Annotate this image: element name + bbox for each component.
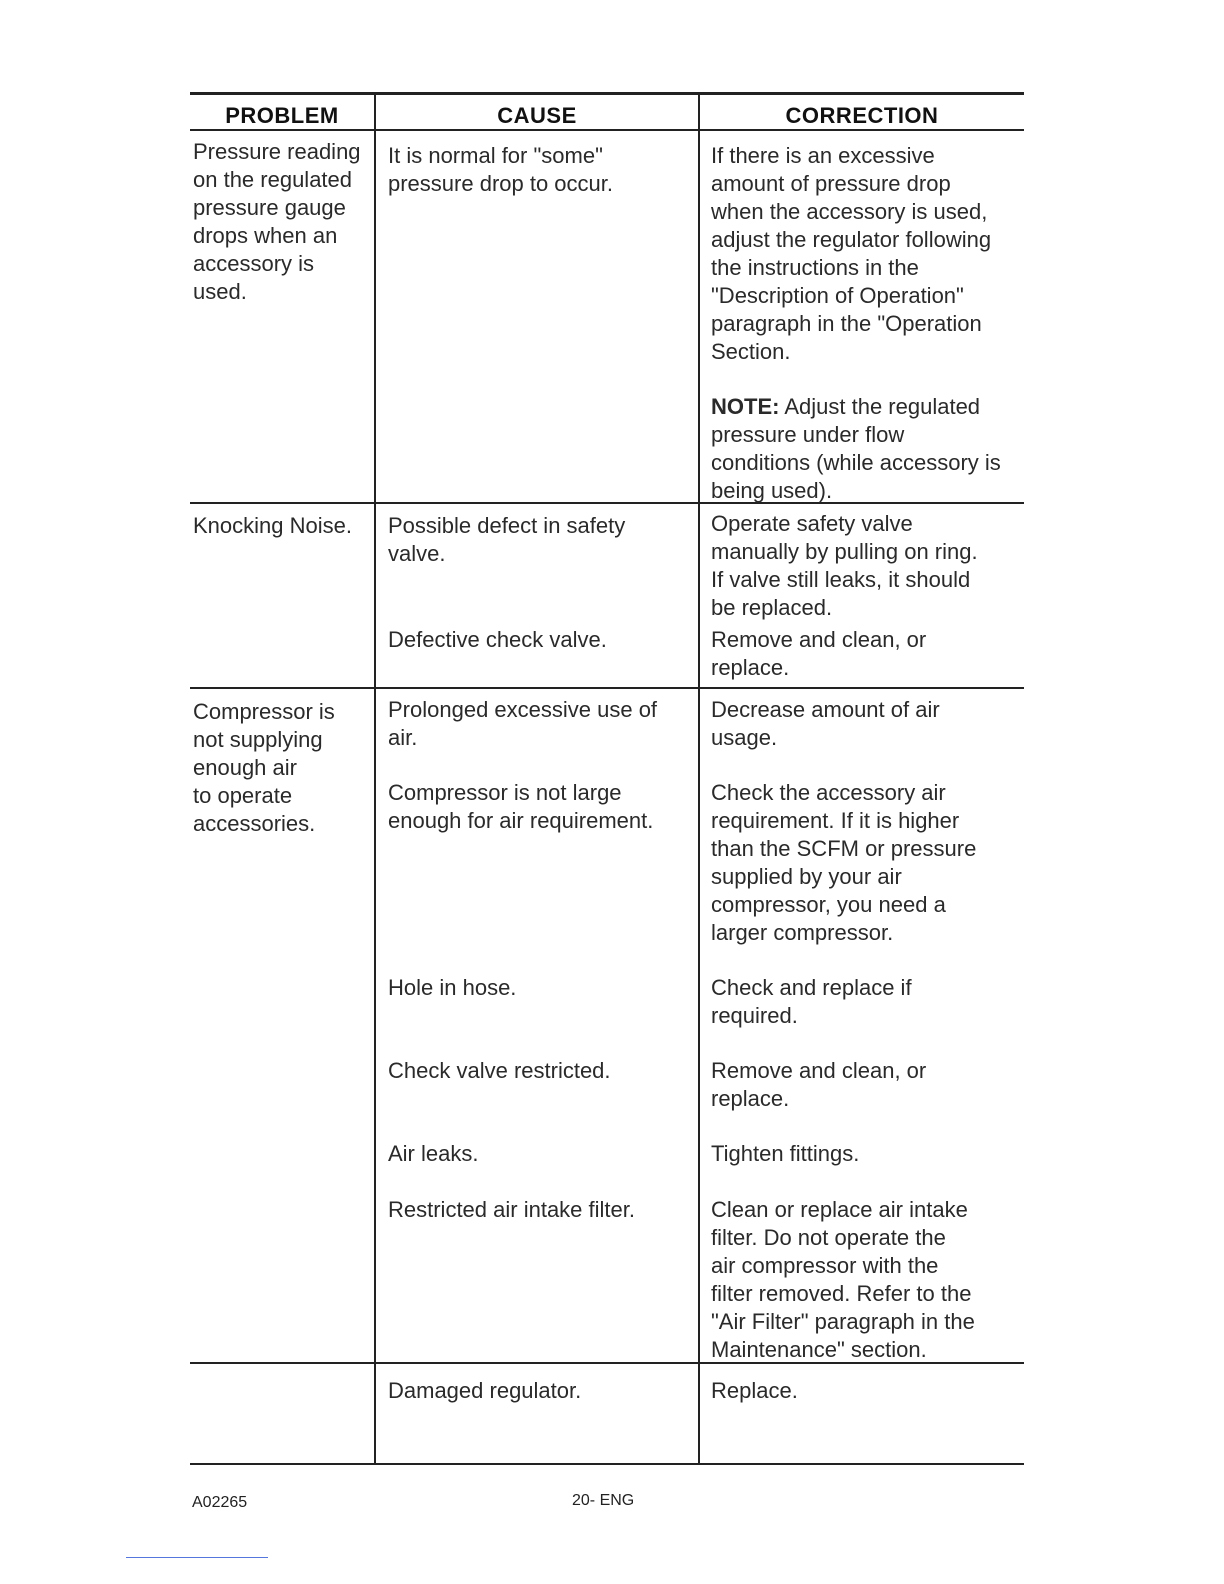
- row3-problem: Compressor is not supplying enough air to operate accessories.: [193, 699, 335, 836]
- row3-cause-1: Prolonged excessive use of air.: [388, 697, 658, 750]
- row3-correction-6: Clean or replace air intake filter. Do not operate the air compressor with the filter removed. Refer to the "Air Filter" paragraph in the Maintenance" section.: [711, 1197, 975, 1362]
- note-label: NOTE:: [711, 394, 780, 419]
- footer-page-number: 20- ENG: [572, 1492, 635, 1509]
- row2-cause-1: Possible defect in safety valve.: [388, 513, 626, 566]
- row3-cause-3: Hole in hose.: [388, 975, 517, 1000]
- header-bottom-rule: [190, 129, 1024, 131]
- row3-correction-5: Tighten fittings.: [711, 1141, 860, 1166]
- row1-note: [711, 393, 1023, 505]
- row2-bottom-rule: [190, 687, 1024, 689]
- column-divider-2: [698, 92, 700, 1465]
- row4-cause-1: Damaged regulator.: [388, 1378, 582, 1403]
- row3-correction-2: Check the accessory air requirement. If it is higher than the SCFM or pressure supplied by your air compressor, you need a larger compressor.: [711, 780, 977, 945]
- row2-cause-2: Defective check valve.: [388, 627, 607, 652]
- row2-problem: Knocking Noise.: [193, 513, 352, 538]
- row3-cause-2: Compressor is not large enough for air requirement.: [388, 780, 654, 833]
- row3-correction-3: Check and replace if required.: [711, 975, 912, 1028]
- row2-correction-1: Operate safety valve manually by pulling on ring. If valve still leaks, it should be replaced.: [711, 511, 978, 620]
- note-text: Adjust the regulated pressure under flow conditions (while accessory is being used).: [711, 394, 1001, 503]
- row1-problem: Pressure reading on the regulated pressure gauge drops when an accessory is used.: [193, 139, 361, 304]
- column-divider-1: [374, 92, 376, 1465]
- row2-correction-2: Remove and clean, or replace.: [711, 627, 927, 680]
- header-cause: CAUSE: [497, 103, 577, 128]
- row4-correction-1: Replace.: [711, 1378, 798, 1403]
- row1-correction-1: If there is an excessive amount of pressure drop when the accessory is used, adjust the regulator following the instructions in the "Description of Operation" paragraph in the "Operation Section.: [711, 143, 992, 364]
- footer-document-code: A02265: [192, 1494, 248, 1511]
- row1-cause-1: It is normal for "some" pressure drop to occur.: [388, 143, 614, 196]
- row3-cause-5: Air leaks.: [388, 1141, 479, 1166]
- header-correction: CORRECTION: [785, 103, 939, 128]
- table-bottom-rule: [190, 1463, 1024, 1465]
- row3-cause-4: Check valve restricted.: [388, 1058, 611, 1083]
- row3-cause-6: Restricted air intake filter.: [388, 1197, 635, 1222]
- row3-correction-1: Decrease amount of air usage.: [711, 697, 940, 750]
- row3-correction-4: Remove and clean, or replace.: [711, 1058, 927, 1111]
- table-top-rule: [190, 92, 1024, 95]
- header-problem: PROBLEM: [225, 103, 339, 128]
- page-edge-line: [126, 1557, 268, 1558]
